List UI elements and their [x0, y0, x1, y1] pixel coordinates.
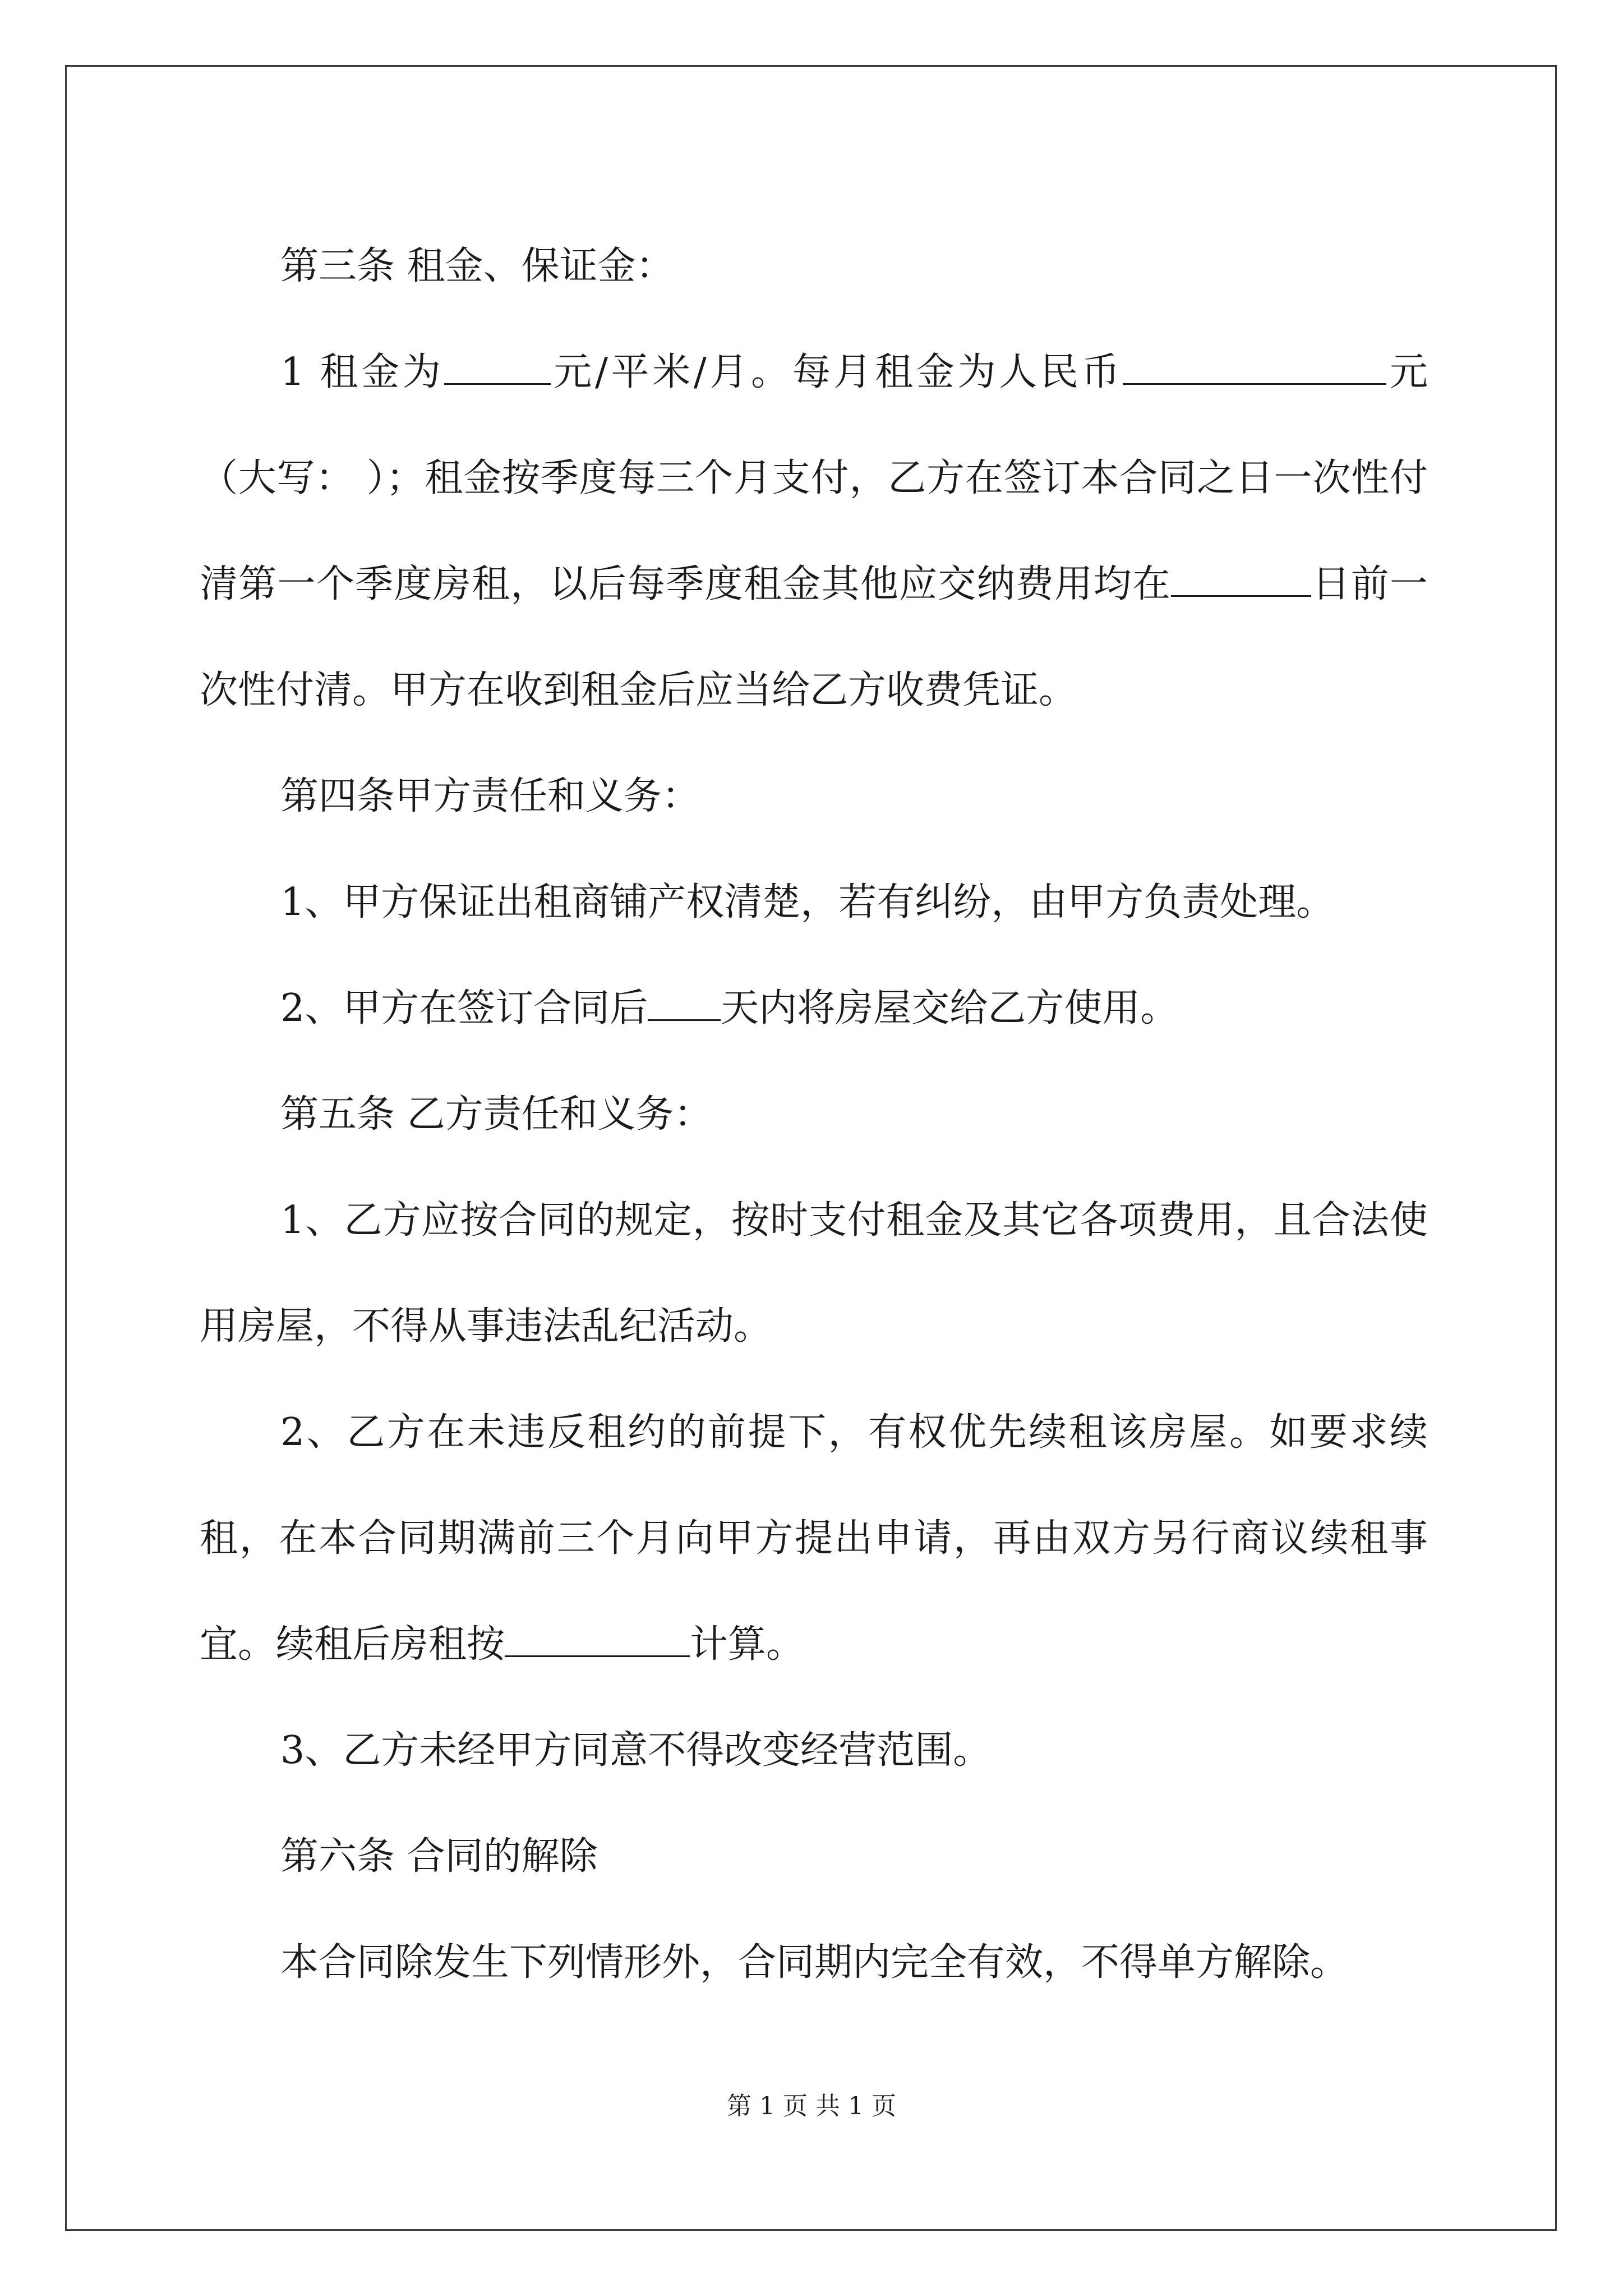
- article-4-heading: 第四条甲方责任和义务：: [280, 774, 700, 818]
- rent-paragraph: [200, 319, 1428, 743]
- termination-paragraph: 本合同除发生下列情形外，合同期内完全有效，不得单方解除。: [280, 1940, 1349, 1985]
- tenant-duty-2: [200, 1379, 1428, 1697]
- rent-per-sqm-blank: [444, 349, 551, 385]
- landlord-duty-2-text-2: 天内将房屋交给乙方使用。: [721, 986, 1179, 1030]
- landlord-duty-1: 1、甲方保证出租商铺产权清楚，若有纠纷，由甲方负责处理。: [280, 880, 1335, 924]
- tenant-duty-2-text-1: 2、乙方在未违反租约的前提下，有权优先续租该房屋。如要求续租，在本合同期满前三个月向甲方提出申请，再由双方另行商议续租事宜。续租后房租按: [200, 1410, 1428, 1667]
- rent-text-2: 元/平米/月。每月租金为人民币: [550, 350, 1123, 394]
- renewal-rent-blank: [505, 1622, 690, 1657]
- landlord-duty-2-text-1: 2、甲方在签订合同后: [280, 986, 648, 1030]
- article-3-heading: 第三条 租金、保证金：: [280, 244, 674, 288]
- tenant-duty-2-text-2: 计算。: [690, 1622, 805, 1667]
- tenant-duty-1: 1、乙方应按合同的规定，按时支付租金及其它各项费用，且合法使用房屋，不得从事违法乱纪活动。: [200, 1198, 1428, 1349]
- handover-days-blank: [648, 986, 721, 1021]
- payment-day-blank: [1171, 562, 1311, 597]
- document-body: [200, 213, 1428, 2016]
- rent-text-1: 1 租金为: [280, 350, 444, 394]
- page-number: 第 1 页 共 1 页: [727, 2092, 896, 2120]
- article-5-heading: 第五条 乙方责任和义务：: [280, 1092, 712, 1137]
- article-6-heading: 第六条 合同的解除: [280, 1834, 598, 1879]
- rent-text-3: 元（大写： ）；租金按季度每三个月支付，乙方在签订本合同之日一次性付清第一个季度房租，以后每季度租金其他应交纳费用均在: [200, 350, 1428, 606]
- monthly-rent-blank: [1123, 349, 1386, 385]
- landlord-duty-2: [200, 955, 1428, 1061]
- tenant-duty-3: 3、乙方未经甲方同意不得改变经营范围。: [280, 1728, 992, 1773]
- rent-text-4: 日前一次性付清。甲方在收到租金后应当给乙方收费凭证。: [200, 562, 1428, 712]
